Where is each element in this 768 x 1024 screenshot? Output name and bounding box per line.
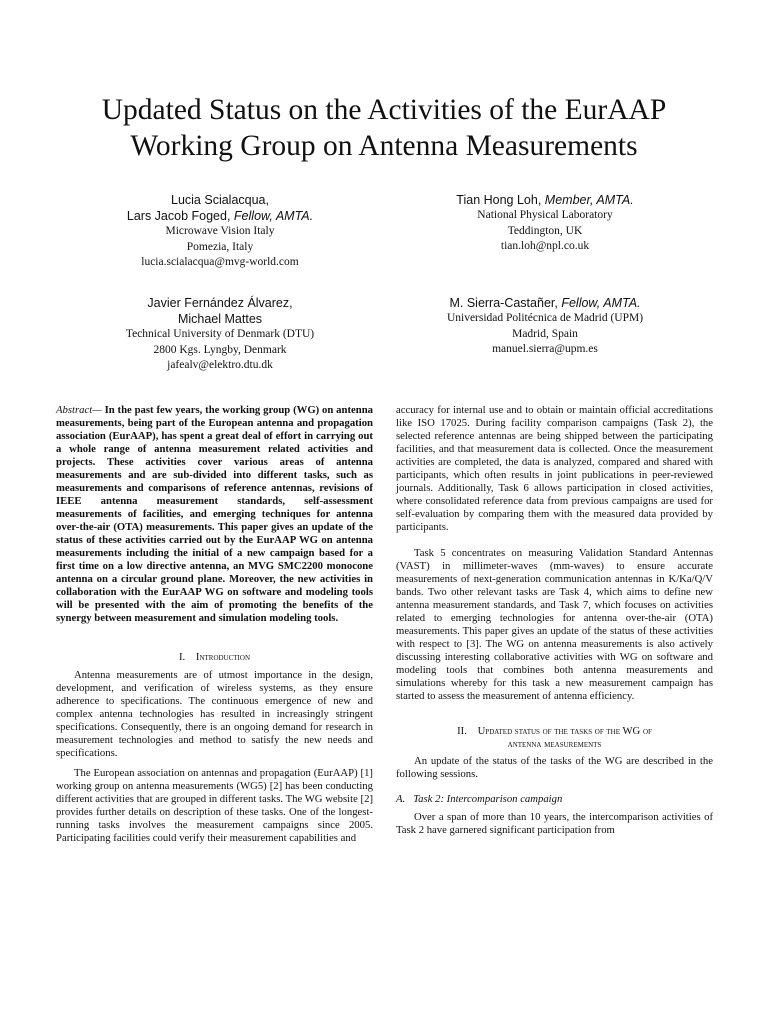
paragraph: accuracy for internal use and to obtain or maintain official accreditations like ISO 17025. During facility comparison campaigns (Task 2), the selected reference antennas are being shipped between the participating facilities, and that measurement data is collected. Once the measurement activities are completed, the data is analyzed, compared and shared with participants, which often results in joint publications in peer-reviewed journals. Additionally, Task 6 allows participation in closed activities, where consolidated reference data from previous campaigns are used for self-evaluation by comparing them with the measured data provided by participants. — [396, 404, 713, 533]
author-name: Lucia Scialacqua, — [171, 193, 269, 207]
paragraph: Antenna measurements are of utmost importance in the design, development, and verification of wireless systems, as they ensure adherence to specifications. The continuous emergence of new and complex antenna technologies has resulted in increasingly stringent specifications. Consequently, there is an ongoing demand for research in measurement technologies and method to satisfy the new needs and specifications. — [56, 669, 373, 759]
title-line-2: Working Group on Antenna Measurements — [130, 130, 638, 162]
section-title-line-1: Updated status of the tasks of the WG of — [477, 725, 652, 737]
affiliation-line: Microwave Vision Italy — [165, 225, 275, 237]
paragraph: The European association on antennas and propagation (EurAAP) [1] working group on antenna measurements (WG5) [2] has been conducting different activities that are grouped in different tasks. The WG website [2] provides further details on description of these tasks. One of the longest-running tasks involves the measurement campaigns since 2005. Participating facilities could verify their measurement capabilities and — [56, 767, 373, 844]
affiliation-line: Madrid, Spain — [512, 327, 578, 340]
subsection-title: Task 2: Intercomparison campaign — [413, 793, 563, 805]
section-title: Introduction — [195, 651, 251, 663]
author-email: jafealv@elektro.dtu.dk — [167, 359, 273, 371]
paper-title — [40, 92, 728, 164]
title-line-1: Updated Status on the Activities of the EurAAP — [101, 94, 667, 126]
author-role: Fellow, AMTA. — [561, 296, 641, 310]
section-number: I. — [178, 651, 186, 663]
author-block-dtu — [55, 295, 385, 374]
author-name: Javier Fernández Álvarez, — [147, 296, 293, 310]
author-name: Michael Mattes — [177, 312, 263, 326]
author-role: Fellow, AMTA. — [233, 209, 314, 223]
author-email: manuel.sierra@upm.es — [492, 343, 598, 355]
author-block-mvg — [70, 192, 370, 271]
abstract-lead: Abstract— — [56, 404, 102, 416]
section-heading-updated-status — [396, 725, 713, 751]
affiliation-line: 2800 Kgs. Lyngby, Denmark — [153, 343, 287, 356]
subsection-heading — [396, 793, 713, 806]
affiliation-line: Technical University of Denmark (DTU) — [125, 328, 315, 340]
right-column — [396, 404, 713, 837]
left-column — [56, 404, 373, 845]
section-title-line-2: antenna measurements — [507, 738, 602, 750]
paragraph: An update of the status of the tasks of the WG are described in the following sessions. — [396, 755, 713, 780]
author-name-with-role — [395, 192, 695, 208]
subsection-label: A. — [396, 793, 406, 805]
author-block-upm — [395, 295, 695, 358]
author-email: lucia.scialacqua@mvg-world.com — [141, 256, 299, 268]
abstract — [56, 404, 373, 625]
affiliation-line: Teddington, UK — [507, 224, 583, 237]
abstract-text: In the past few years, the working group (WG) on antenna measurements, being part of the European antenna and propagation association (EurAAP), has spent a great deal of effort in carrying out a whole range of antenna measurement related activities and projects. These activities cover various areas of antenna measurements and are sub-divided into different tasks, such as measurements and comparisons of reference antennas, revisions of IEEE antenna measurement standards, self-assessment measurements of facilities, and emerging techniques for antenna over-the-air (OTA) measurements. This paper gives an update of the status of these activities carried out by the EurAAP WG on antenna measurements including the initial of a new campaign based for a first time on a low directive antenna, an MVG SMC2200 monocone antenna on a circular ground plane. Moreover, the new activities in collaboration with the EurAAP WG on software and modeling tools will be presented with the aim of promoting the benefits of the synergy between measurement and simulation modeling tools. — [56, 404, 373, 624]
author-name: Tian Hong Loh, — [456, 193, 542, 207]
author-name-with-role — [395, 295, 695, 311]
section-number: II. — [457, 725, 467, 737]
author-block-npl — [395, 192, 695, 255]
paragraph: Over a span of more than 10 years, the intercomparison activities of Task 2 have garnered significant participation from — [396, 811, 713, 836]
affiliation-line: National Physical Laboratory — [477, 209, 613, 221]
author-name: M. Sierra-Castañer, — [449, 296, 558, 310]
author-email: tian.loh@npl.co.uk — [500, 240, 590, 252]
author-name: Lars Jacob Foged, — [126, 209, 231, 223]
author-name-with-role — [70, 208, 370, 224]
affiliation-line: Pomezia, Italy — [186, 240, 254, 253]
affiliation-line: Universidad Politécnica de Madrid (UPM) — [446, 312, 644, 324]
section-heading-introduction — [56, 651, 373, 664]
paragraph: Task 5 concentrates on measuring Validation Standard Antennas (VAST) in millimeter-waves (mm-waves) to ensure accurate measurements of next-generation communication antennas in K/Ka/Q/V bands. Two other relevant tasks are Task 4, which aims to define new antenna measurement standards, and Task 7, which focuses on activities related to emerging technologies for antenna over-the-air (OTA) measurements. This paper gives an update of the status of these activities with respect to [3]. The WG on antenna measurements is also actively discussing interesting collaborative activities with WG on software and modeling tools that combines both antenna measurements and simulations whereby for this task a new measurement campaign has started to assess the measurement of antenna efficiency. — [396, 547, 713, 702]
author-role: Member, AMTA. — [544, 193, 634, 207]
